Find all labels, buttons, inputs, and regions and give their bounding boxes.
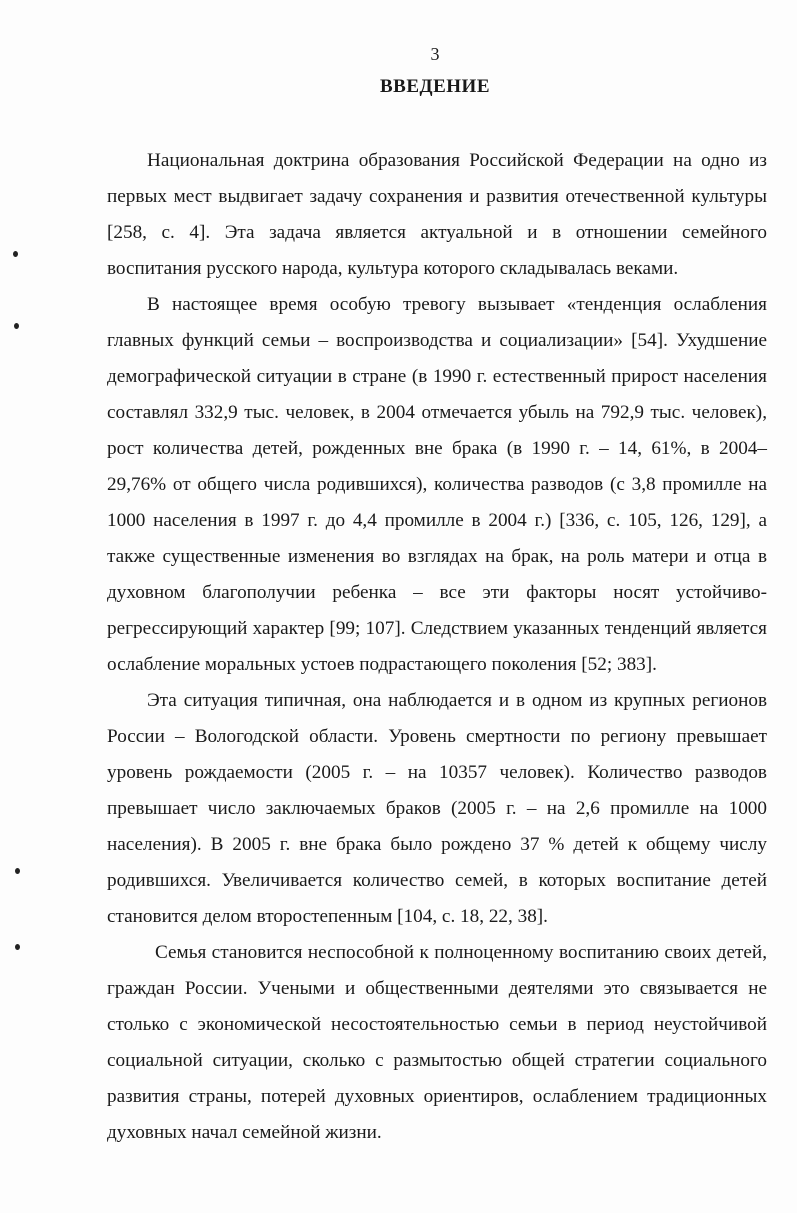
paragraph-4: Семья становится неспособной к полноценному воспитанию своих детей, граждан России. Учеными и общественными деятелями это связывается не столько с экономической несостоятельностью семьи в период неустойчивой социальной ситуации, сколько с размытостью общей стратегии социального развития страны, потерей духовных ориентиров, ослаблением традиционных духовных начал семейной жизни. <box>107 942 767 1143</box>
paragraph-1: Национальная доктрина образования Российской Федерации на одно из первых мест выдвигает задачу сохранения и развития отечественной культуры [258, с. 4]. Эта задача является актуальной и в отношении семейного воспитания русского народа, культура которого складывалась веками. <box>107 150 767 279</box>
paragraph-3: Эта ситуация типичная, она наблюдается и в одном из крупных регионов России – Вологодской области. Уровень смертности по региону превышает уровень рождаемости (2005 г. – на 10357 человек). Количество разводов превышает число заключаемых браков (2005 г. – на 2,6 промилле на 1000 населения). В 2005 г. вне брака было рождено 37 % детей к общему числу родившихся. Увеличивается количество семей, в которых воспитание детей становится делом второстепенным [104, с. 18, 22, 38]. <box>107 690 767 927</box>
paragraph-2: В настоящее время особую тревогу вызывает «тенденция ослабления главных функций семьи – воспроизводства и социализации» [54]. Ухудшение демографической ситуации в стране (в 1990 г. естественный прирост населения составлял 332,9 тыс. человек, в 2004 отмечается убыль на 792,9 тыс. человек), рост количества детей, рожденных вне брака (в 1990 г. – 14, 61%, в 2004–29,76% от общего числа родившихся), количества разводов (с 3,8 промилле на 1000 населения в 1997 г. до 4,4 промилле в 2004 г.) [336, с. 105, 126, 129], а также существенные изменения во взглядах на брак, на роль матери и отца в духовном благополучии ребенка – все эти факторы носят устойчиво-регрессирующий характер [99; 107]. Следствием указанных тенденций является ослабление моральных устоев подрастающего поколения [52; 383]. <box>107 294 767 675</box>
page-title: ВВЕДЕНИЕ <box>380 76 490 97</box>
scan-speck-mark <box>13 251 18 257</box>
scan-speck-mark <box>15 868 20 874</box>
page-number: 3 <box>430 44 440 64</box>
scan-speck-mark <box>14 323 19 329</box>
document-body <box>107 143 767 1151</box>
scan-speck-mark <box>15 944 20 950</box>
